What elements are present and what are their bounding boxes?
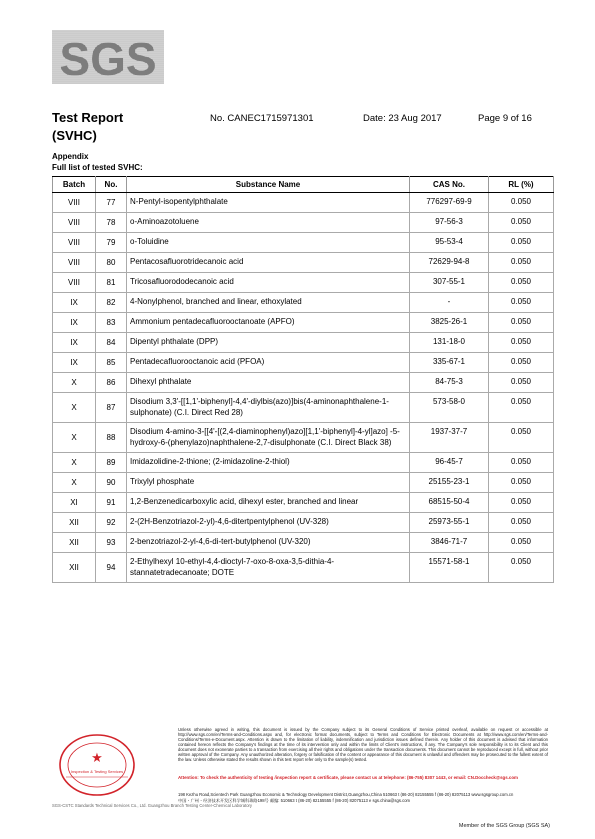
cas-number-cell: 776297-69-9 xyxy=(410,193,489,213)
reporting-limit-cell: 0.050 xyxy=(489,493,554,513)
batch-cell: IX xyxy=(53,293,96,313)
reporting-limit-cell: 0.050 xyxy=(489,423,554,453)
report-date: Date: 23 Aug 2017 xyxy=(363,113,442,124)
reporting-limit-cell: 0.050 xyxy=(489,473,554,493)
substance-name-cell: Trixylyl phosphate xyxy=(127,473,410,493)
number-cell: 78 xyxy=(96,213,127,233)
reporting-limit-cell: 0.050 xyxy=(489,333,554,353)
report-number: No. CANEC1715971301 xyxy=(210,113,314,124)
table-row xyxy=(53,353,554,373)
reporting-limit-cell: 0.050 xyxy=(489,233,554,253)
cas-number-cell: 97-56-3 xyxy=(410,213,489,233)
table-row xyxy=(53,533,554,553)
batch-cell: X xyxy=(53,393,96,423)
report-subtitle: (SVHC) xyxy=(52,128,97,143)
reporting-limit-cell: 0.050 xyxy=(489,313,554,333)
member-note: Member of the SGS Group (SGS SA) xyxy=(458,823,550,829)
number-cell: 77 xyxy=(96,193,127,213)
substance-name-cell: Imidazolidine-2-thione; (2-imidazoline-2-thiol) xyxy=(127,453,410,473)
address-chinese: 中国・广州・经济技术开发区科学城科珠路198号 邮编: 510663 t (86-20) 82155555 f (86-20) 82075113 e sgs.china@sgs.com xyxy=(178,798,411,803)
number-cell: 90 xyxy=(96,473,127,493)
substance-name-cell: Dihexyl phthalate xyxy=(127,373,410,393)
reporting-limit-cell: 0.050 xyxy=(489,253,554,273)
svhc-table xyxy=(52,176,554,583)
report-title: Test Report xyxy=(52,110,124,125)
sgs-seal-stamp xyxy=(58,733,136,797)
substance-name-cell: N-Pentyl-isopentylphthalate xyxy=(127,193,410,213)
number-cell: 84 xyxy=(96,333,127,353)
number-cell: 86 xyxy=(96,373,127,393)
sgs-logo-text: SGS xyxy=(59,33,157,84)
table-row xyxy=(53,333,554,353)
number-cell: 91 xyxy=(96,493,127,513)
cas-number-cell: 335-67-1 xyxy=(410,353,489,373)
table-row xyxy=(53,393,554,423)
substance-name-cell: o-Aminoazotoluene xyxy=(127,213,410,233)
table-row xyxy=(53,493,554,513)
reporting-limit-cell: 0.050 xyxy=(489,533,554,553)
table-row xyxy=(53,293,554,313)
substance-name-cell: 2-(2H-Benzotriazol-2-yl)-4,6-ditertpentylphenol (UV-328) xyxy=(127,513,410,533)
cas-number-cell: 95-53-4 xyxy=(410,233,489,253)
batch-cell: IX xyxy=(53,353,96,373)
substance-name-cell: Pentadecafluorooctanoic acid (PFOA) xyxy=(127,353,410,373)
substance-name-cell: 4-Nonylphenol, branched and linear, ethoxylated xyxy=(127,293,410,313)
substance-name-cell: 1,2-Benzenedicarboxylic acid, dihexyl ester, branched and linear xyxy=(127,493,410,513)
number-cell: 89 xyxy=(96,453,127,473)
cas-number-cell: 68515-50-4 xyxy=(410,493,489,513)
cas-number-cell: 25155-23-1 xyxy=(410,473,489,493)
table-row xyxy=(53,513,554,533)
batch-cell: X xyxy=(53,373,96,393)
substance-name-cell: Disodium 4-amino-3-[[4'-[(2,4-diaminophenyl)azo][1,1'-biphenyl]-4-yl]azo] -5-hydroxy-6-(phenylazo)naphthalene-2,7-disulphonate (C.I. Direct Black 38) xyxy=(127,423,410,453)
table-row xyxy=(53,373,554,393)
batch-cell: VIII xyxy=(53,193,96,213)
table-row xyxy=(53,233,554,253)
number-cell: 94 xyxy=(96,553,127,583)
batch-cell: VIII xyxy=(53,213,96,233)
number-cell: 79 xyxy=(96,233,127,253)
page-number: Page 9 of 16 xyxy=(478,113,532,124)
reporting-limit-cell: 0.050 xyxy=(489,273,554,293)
batch-cell: IX xyxy=(53,313,96,333)
column-header-no: No. xyxy=(96,177,127,193)
reporting-limit-cell: 0.050 xyxy=(489,353,554,373)
list-title: Full list of tested SVHC: xyxy=(52,163,143,172)
substance-name-cell: Dipentyl phthalate (DPP) xyxy=(127,333,410,353)
batch-cell: IX xyxy=(53,333,96,353)
number-cell: 92 xyxy=(96,513,127,533)
substance-name-cell: 2-benzotriazol-2-yl-4,6-di-tert-butylphenol (UV-320) xyxy=(127,533,410,553)
reporting-limit-cell: 0.050 xyxy=(489,393,554,423)
address-english: 198 Kezhu Road,Scientech Park Guangzhou Economic & Technology Development District,Guangzhou,China 510663 t (86-20) 82155555 f (86-20) 82075113 www.sgsgroup.com.cn xyxy=(178,792,514,797)
reporting-limit-cell: 0.050 xyxy=(489,213,554,233)
number-cell: 83 xyxy=(96,313,127,333)
number-cell: 85 xyxy=(96,353,127,373)
table-row xyxy=(53,423,554,453)
column-header-substance: Substance Name xyxy=(127,177,410,193)
cas-number-cell: 573-58-0 xyxy=(410,393,489,423)
substance-name-cell: Tricosafluorododecanoic acid xyxy=(127,273,410,293)
cas-number-cell: 307-55-1 xyxy=(410,273,489,293)
svg-text:Inspection & Testing Services: Inspection & Testing Services xyxy=(70,769,124,774)
number-cell: 88 xyxy=(96,423,127,453)
table-row xyxy=(53,313,554,333)
batch-cell: VIII xyxy=(53,253,96,273)
table-row xyxy=(53,473,554,493)
substance-name-cell: 2-Ethylhexyl 10-ethyl-4,4-dioctyl-7-oxo-8-oxa-3,5-dithia-4-stannatetradecanoate; DOTE xyxy=(127,553,410,583)
cas-number-cell: - xyxy=(410,293,489,313)
number-cell: 82 xyxy=(96,293,127,313)
batch-cell: XII xyxy=(53,533,96,553)
substance-name-cell: o-Toluidine xyxy=(127,233,410,253)
cas-number-cell: 1937-37-7 xyxy=(410,423,489,453)
cas-number-cell: 131-18-0 xyxy=(410,333,489,353)
table-row xyxy=(53,253,554,273)
table-row xyxy=(53,213,554,233)
table-row xyxy=(53,273,554,293)
column-header-cas: CAS No. xyxy=(410,177,489,193)
batch-cell: VIII xyxy=(53,273,96,293)
reporting-limit-cell: 0.050 xyxy=(489,453,554,473)
substance-name-cell: Ammonium pentadecafluorooctanoate (APFO) xyxy=(127,313,410,333)
reporting-limit-cell: 0.050 xyxy=(489,293,554,313)
table-row xyxy=(53,553,554,583)
appendix-label: Appendix xyxy=(52,152,89,161)
column-header-rl: RL (%) xyxy=(489,177,554,193)
cas-number-cell: 3846-71-7 xyxy=(410,533,489,553)
number-cell: 80 xyxy=(96,253,127,273)
cas-number-cell: 15571-58-1 xyxy=(410,553,489,583)
number-cell: 81 xyxy=(96,273,127,293)
branch-name: SGS-CSTC Standards Technical Services Co., Ltd. Guangzhou Branch Testing Center-Chemical Laboratory xyxy=(52,803,253,808)
cas-number-cell: 96-45-7 xyxy=(410,453,489,473)
cas-number-cell: 25973-55-1 xyxy=(410,513,489,533)
table-row xyxy=(53,193,554,213)
reporting-limit-cell: 0.050 xyxy=(489,193,554,213)
column-header-batch: Batch xyxy=(53,177,96,193)
cas-number-cell: 72629-94-8 xyxy=(410,253,489,273)
cas-number-cell: 3825-26-1 xyxy=(410,313,489,333)
reporting-limit-cell: 0.050 xyxy=(489,513,554,533)
authenticity-notice: Attention: To check the authenticity of testing /inspection report & certificate, please contact us at telephone: (86-755) 8307 1443, or email: CN.Doccheck@sgs.com xyxy=(178,775,518,780)
sgs-logo xyxy=(52,30,164,84)
number-cell: 87 xyxy=(96,393,127,423)
substance-name-cell: Disodium 3,3'-[[1,1'-biphenyl]-4,4'-diylbis(azo)]bis(4-aminonaphthalene-1-sulphonate) (C.I. Direct Red 28) xyxy=(127,393,410,423)
batch-cell: XII xyxy=(53,553,96,583)
table-header-row xyxy=(53,177,554,193)
table-row xyxy=(53,453,554,473)
number-cell: 93 xyxy=(96,533,127,553)
reporting-limit-cell: 0.050 xyxy=(489,373,554,393)
substance-name-cell: Pentacosafluorotridecanoic acid xyxy=(127,253,410,273)
batch-cell: VIII xyxy=(53,233,96,253)
batch-cell: XII xyxy=(53,513,96,533)
batch-cell: X xyxy=(53,423,96,453)
legal-disclaimer: Unless otherwise agreed in writing, this document is issued by the Company subject to its General Conditions of Service printed overleaf, available on request or accessible at http://www.sgs.com/en/Terms-and-Conditions.aspx and, for electronic format documents, subject to Terms and Conditions for Electronic Documents at http://www.sgs.com/en/Terms-and-Conditions/Terms-e-Document.aspx. Attention is drawn to the limitation of liability, indemnification and jurisdiction issues defined therein. Any holder of this document is advised that information contained hereon reflects the Company's findings at the time of its intervention only and within the limits of Client's instructions, if any. The Company's sole responsibility is to its Client and this document does not exonerate parties to a transaction from exercising all their rights and obligations under the transaction documents. This document cannot be reproduced except in full, without prior written approval of the Company. Any unauthorized alteration, forgery or falsification of the content or appearance of this document is unlawful and offenders may be prosecuted to the fullest extent of the law. Unless otherwise stated the results shown in this test report refer only to the sample(s) tested. xyxy=(178,727,548,762)
reporting-limit-cell: 0.050 xyxy=(489,553,554,583)
svg-text:★: ★ xyxy=(91,751,103,766)
batch-cell: XI xyxy=(53,493,96,513)
cas-number-cell: 84-75-3 xyxy=(410,373,489,393)
batch-cell: X xyxy=(53,473,96,493)
batch-cell: X xyxy=(53,453,96,473)
